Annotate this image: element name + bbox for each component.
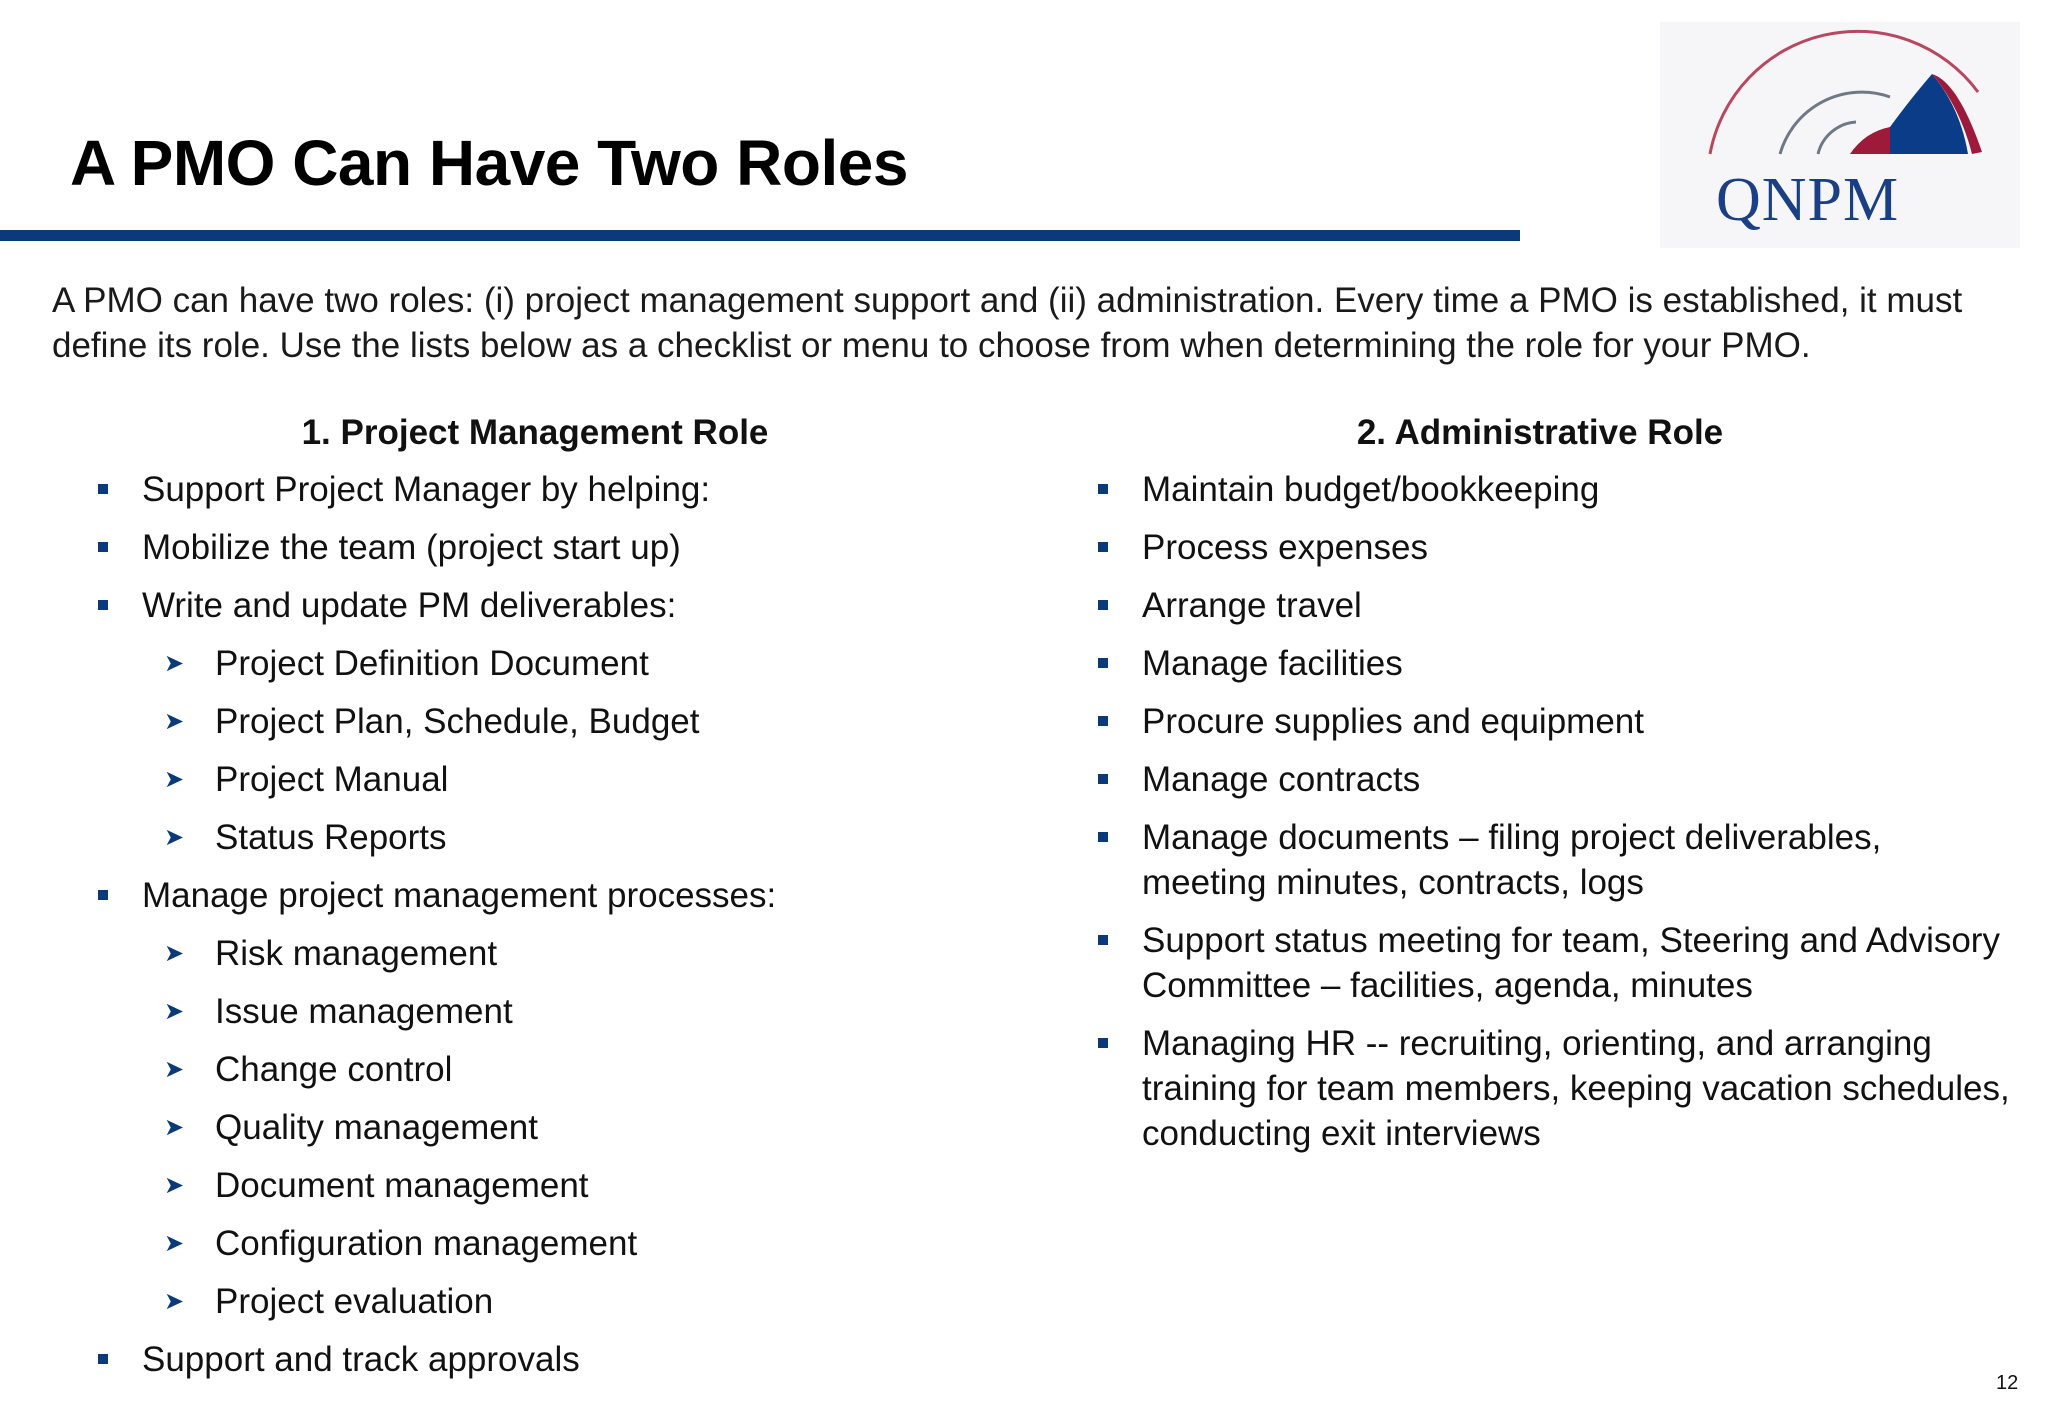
list-item <box>90 583 990 628</box>
list-item <box>1090 467 2010 512</box>
list-item <box>1090 525 2010 570</box>
list-item-text: Manage documents – filing project deliverables, meeting minutes, contracts, logs <box>1142 818 1882 902</box>
list-item <box>1090 757 2010 802</box>
arrow-bullet-icon: ➤ <box>164 824 185 851</box>
list-item-text: Issue management <box>215 992 513 1031</box>
sub-list-item <box>90 989 990 1034</box>
square-bullet-icon <box>98 600 108 610</box>
list-item <box>1090 1021 2010 1156</box>
list-item-text: Write and update PM deliverables: <box>142 586 677 625</box>
project-management-role-list <box>90 467 990 1382</box>
list-item-text: Manage project management processes: <box>142 876 777 915</box>
list-item-text: Risk management <box>215 934 498 973</box>
sub-list-item <box>90 815 990 860</box>
list-item-text: Support status meeting for team, Steering and Advisory Committee – facilities, agenda, minutes <box>1142 921 2000 1005</box>
list-item <box>90 873 990 918</box>
square-bullet-icon <box>1098 600 1108 610</box>
list-item <box>90 525 990 570</box>
list-item <box>90 1337 990 1382</box>
list-item-text: Document management <box>215 1166 589 1205</box>
title-rule <box>0 230 1520 241</box>
list-item-text: Project Manual <box>215 760 449 799</box>
list-item-text: Mobilize the team (project start up) <box>142 528 681 567</box>
square-bullet-icon <box>98 542 108 552</box>
arrow-bullet-icon: ➤ <box>164 1114 185 1141</box>
square-bullet-icon <box>1098 658 1108 668</box>
list-item-text: Project evaluation <box>215 1282 494 1321</box>
administrative-role-column <box>1090 410 2010 1169</box>
qnpm-logo <box>1660 22 2020 248</box>
list-item-text: Support and track approvals <box>142 1340 580 1379</box>
list-item-text: Project Plan, Schedule, Budget <box>215 702 700 741</box>
square-bullet-icon <box>98 1354 108 1364</box>
arrow-bullet-icon: ➤ <box>164 1056 185 1083</box>
arrow-bullet-icon: ➤ <box>164 766 185 793</box>
project-management-role-heading: 1. Project Management Role <box>301 413 769 452</box>
sub-list-item <box>90 641 990 686</box>
list-item-text: Maintain budget/bookkeeping <box>1142 470 1600 509</box>
arrow-bullet-icon: ➤ <box>164 998 185 1025</box>
sub-list-item <box>90 1105 990 1150</box>
square-bullet-icon <box>1098 542 1108 552</box>
list-item-text: Configuration management <box>215 1224 638 1263</box>
sub-list-item <box>90 1047 990 1092</box>
list-item-text: Manage facilities <box>1142 644 1403 683</box>
list-item-text: Process expenses <box>1142 528 1428 567</box>
logo-text: QNPM <box>1716 166 1900 234</box>
list-item <box>1090 699 2010 744</box>
square-bullet-icon <box>98 484 108 494</box>
list-item-text: Change control <box>215 1050 453 1089</box>
arrow-bullet-icon: ➤ <box>164 1230 185 1257</box>
list-item-text: Procure supplies and equipment <box>1142 702 1644 741</box>
list-item-text: Support Project Manager by helping: <box>142 470 711 509</box>
page-number: 12 <box>1996 1372 2019 1394</box>
list-item-text: Project Definition Document <box>215 644 649 683</box>
list-item <box>1090 815 2010 905</box>
sub-list-item <box>90 757 990 802</box>
square-bullet-icon <box>98 890 108 900</box>
arrow-bullet-icon: ➤ <box>164 650 185 677</box>
sub-list-item <box>90 1221 990 1266</box>
square-bullet-icon <box>1098 774 1108 784</box>
slide-title: A PMO Can Have Two Roles <box>70 127 908 199</box>
list-item <box>1090 641 2010 686</box>
list-item-text: Quality management <box>215 1108 538 1147</box>
administrative-role-list <box>1090 467 2010 1156</box>
list-item <box>90 467 990 512</box>
list-item-text: Status Reports <box>215 818 447 857</box>
list-item-text: Managing HR -- recruiting, orienting, and arranging training for team members, keeping vacation schedules, conducting exit interviews <box>1142 1024 2010 1153</box>
arrow-bullet-icon: ➤ <box>164 1288 185 1315</box>
square-bullet-icon <box>1098 484 1108 494</box>
list-item-text: Arrange travel <box>1142 586 1362 625</box>
sub-list-item <box>90 1279 990 1324</box>
list-item <box>1090 918 2010 1008</box>
square-bullet-icon <box>1098 716 1108 726</box>
project-management-role-column <box>90 410 990 1395</box>
sub-list-item <box>90 931 990 976</box>
list-item-text: Manage contracts <box>1142 760 1421 799</box>
arrow-bullet-icon: ➤ <box>164 708 185 735</box>
sub-list-item <box>90 1163 990 1208</box>
arrow-bullet-icon: ➤ <box>164 1172 185 1199</box>
intro-paragraph: A PMO can have two roles: (i) project management support and (ii) administration. Every time a PMO is established, it must define its role. Use the lists below as a checklist or menu to choose from when determining the role for your PMO. <box>52 281 1963 365</box>
sub-list-item <box>90 699 990 744</box>
administrative-role-heading: 2. Administrative Role <box>1356 413 1724 452</box>
arrow-bullet-icon: ➤ <box>164 940 185 967</box>
square-bullet-icon <box>1098 935 1108 945</box>
square-bullet-icon <box>1098 832 1108 842</box>
list-item <box>1090 583 2010 628</box>
square-bullet-icon <box>1098 1038 1108 1048</box>
